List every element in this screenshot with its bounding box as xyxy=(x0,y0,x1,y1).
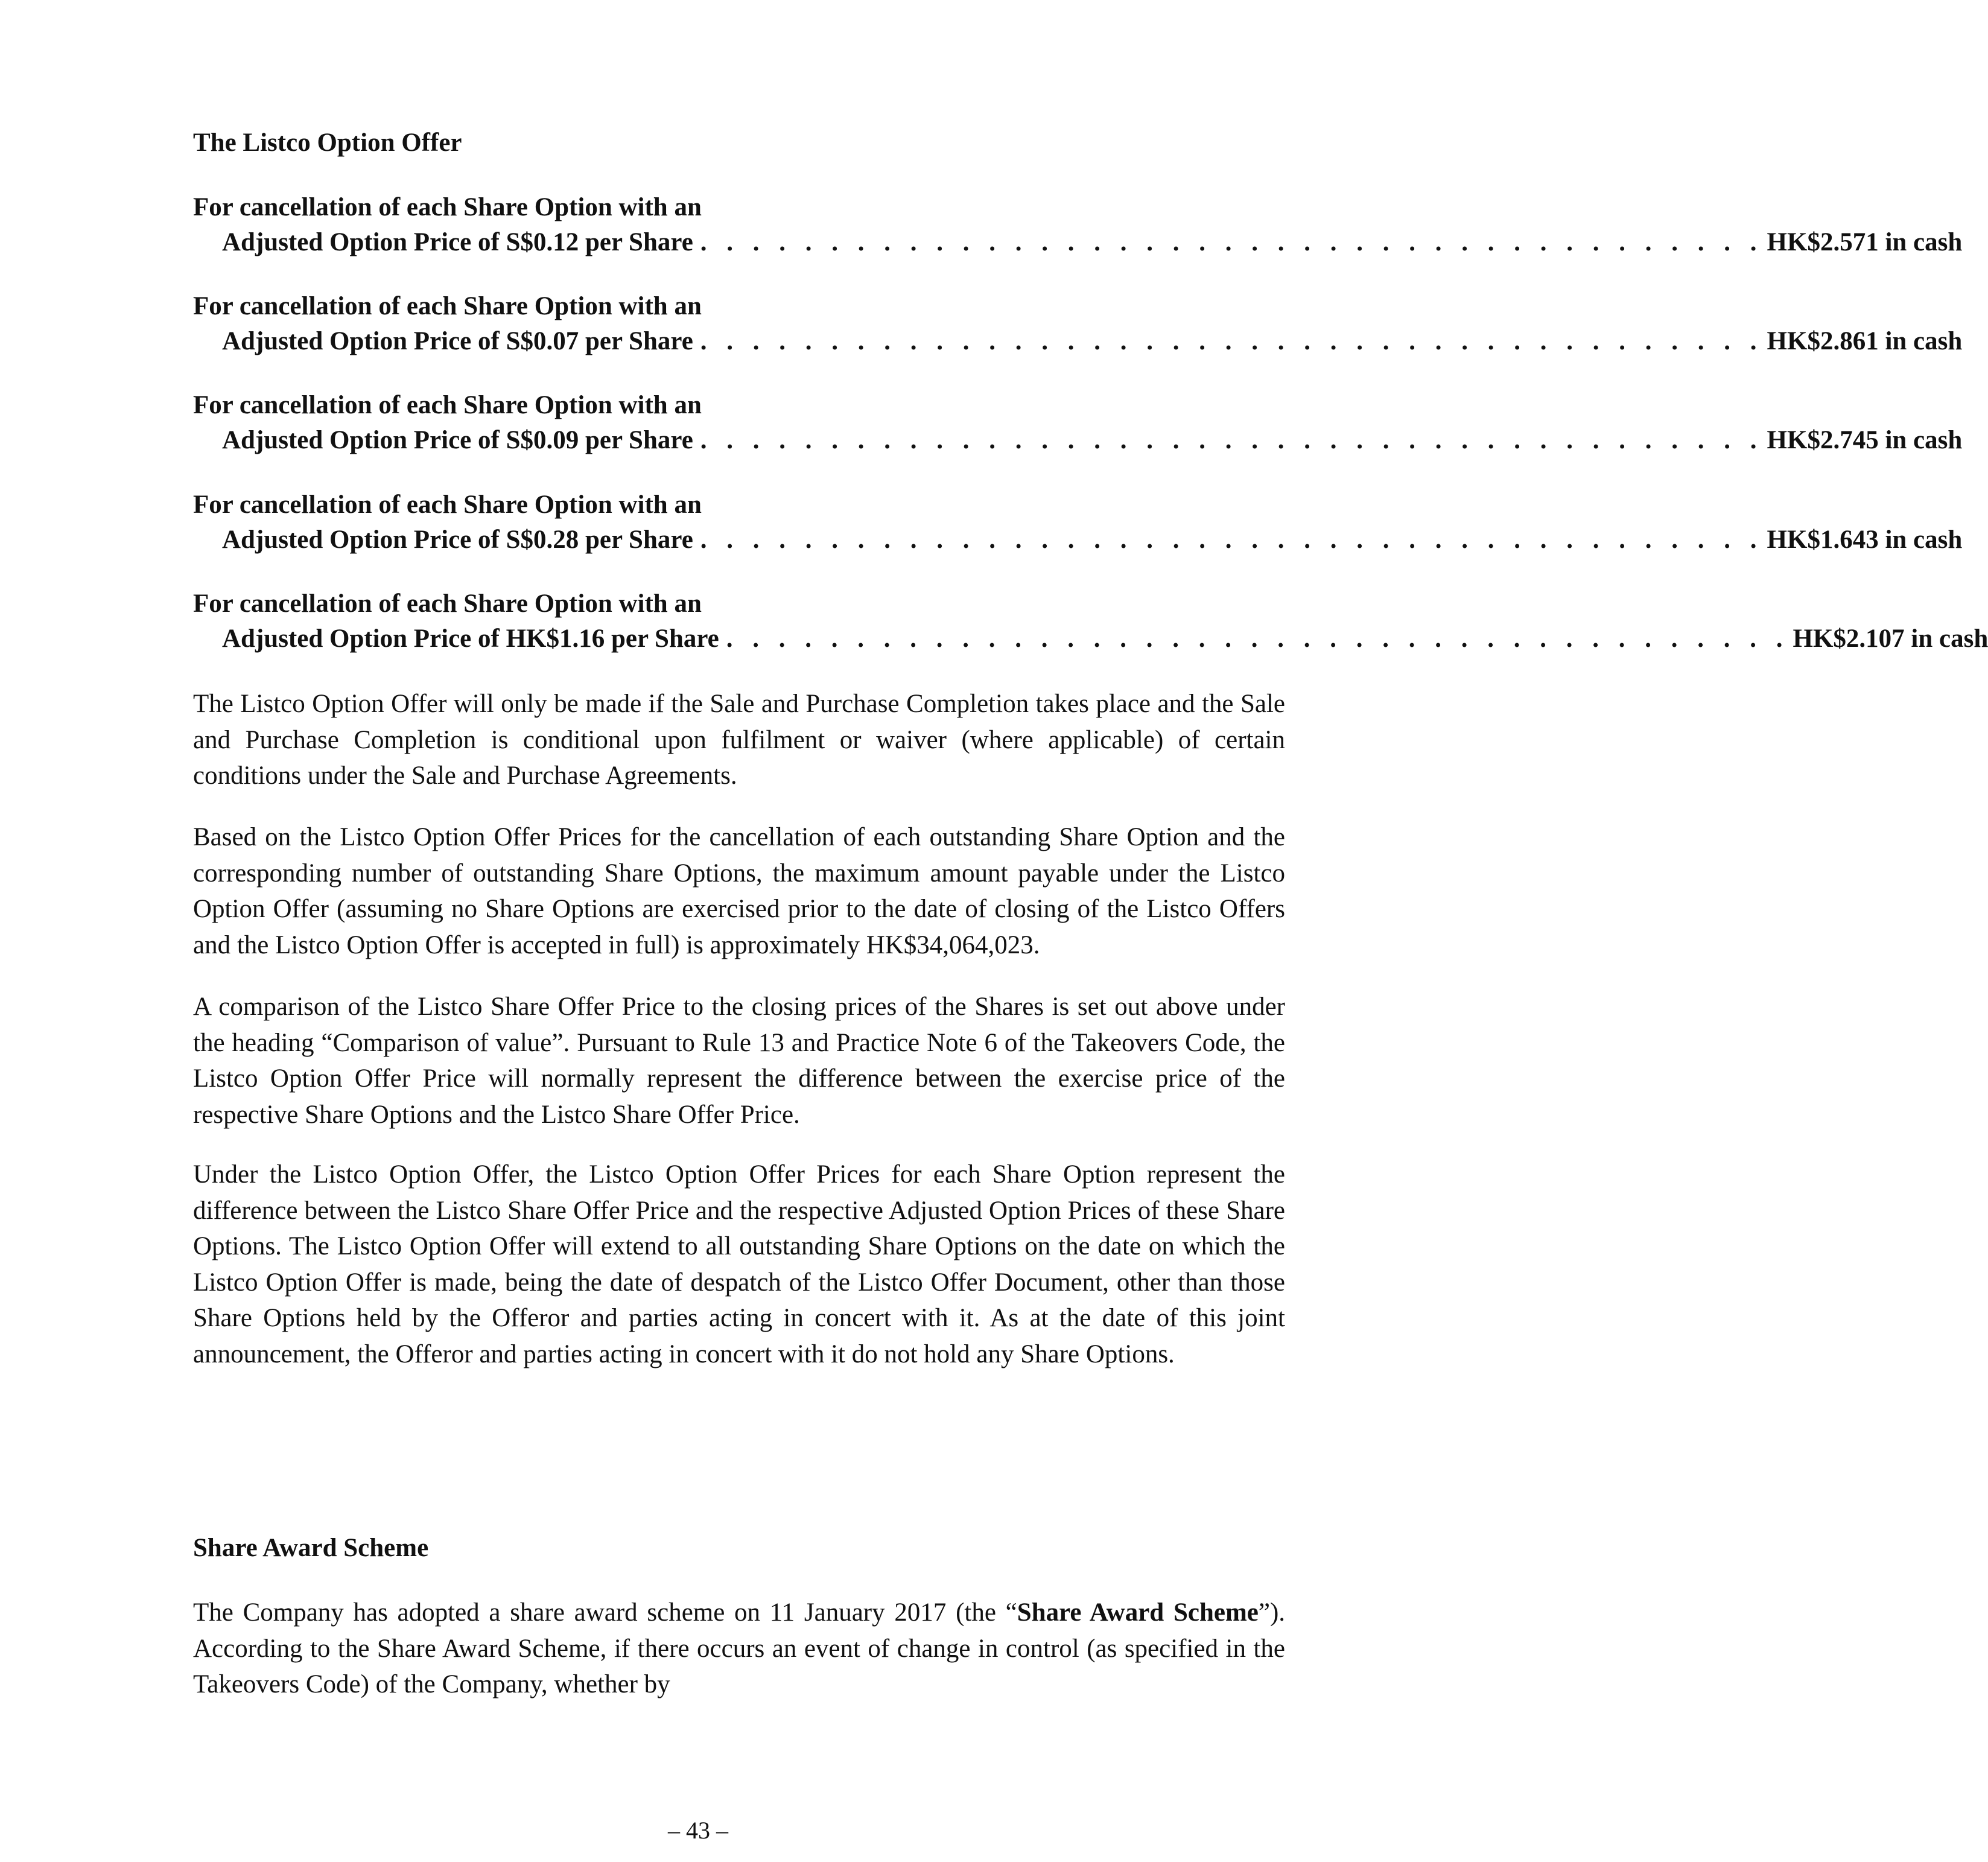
offer-value: HK$2.745 in cash xyxy=(1767,426,1963,454)
offer-line1: For cancellation of each Share Option with an xyxy=(193,589,702,618)
offer-label: Adjusted Option Price of HK$1.16 per Share xyxy=(222,624,719,653)
offer-line1: For cancellation of each Share Option with an xyxy=(193,391,702,419)
offer-line1: For cancellation of each Share Option with an xyxy=(193,292,702,320)
offer-item xyxy=(193,289,1963,359)
dot-leader: . . . . . . . . . . . . . . . . . . . . . . . . . . . . . . . . . . . . . . . . . xyxy=(700,526,1764,554)
offer-line2 xyxy=(193,423,1963,458)
share-award-paragraph xyxy=(193,1595,1285,1703)
body-paragraph: The Listco Option Offer will only be made if the Sale and Purchase Completion takes place and the Sale and Purchase Completion is conditional upon fulfilment or waiver (where applicable) of certain conditions under the Sale and Purchase Agreements. xyxy=(193,690,1285,790)
defined-term: Share Award Scheme xyxy=(1017,1598,1259,1627)
offer-value: HK$2.107 in cash xyxy=(1793,624,1988,653)
share-award-text: The Company has adopted a share award scheme on 11 January 2017 (the “ xyxy=(193,1598,1017,1627)
offer-line1: For cancellation of each Share Option with an xyxy=(193,193,702,221)
offer-value: HK$1.643 in cash xyxy=(1767,526,1963,554)
offer-item xyxy=(193,488,1963,558)
body-paragraph: Under the Listco Option Offer, the Listco Option Offer Prices for each Share Option represent the difference between the Listco Share Offer Price and the respective Adjusted Option Prices of these Share Options. The Listco Option Offer will extend to all outstanding Share Options on the date on which the Listco Option Offer is made, being the date of despatch of the Listco Offer Document, other than those Share Options held by the Offeror and parties acting in concert with it. As at the date of this joint announcement, the Offeror and parties acting in concert with it do not hold any Share Options. xyxy=(193,1160,1285,1368)
section-title: The Listco Option Offer xyxy=(193,129,462,157)
dot-leader: . . . . . . . . . . . . . . . . . . . . . . . . . . . . . . . . . . . . . . . . . xyxy=(700,426,1764,454)
share-award-text: ”). According to the Share Award Scheme, if there occurs an event of change in control (as specified in the Takeovers Code) of the Company, whether by xyxy=(193,1598,1286,1698)
body-paragraph: Based on the Listco Option Offer Prices for the cancellation of each outstanding Share Option and the corresponding number of outstanding Share Options, the maximum amount payable under the Listco Option Offer (assuming no Share Options are exercised prior to the date of closing of the Listco Offers and the Listco Option Offer is accepted in full) is approximately HK$34,064,023. xyxy=(193,823,1285,959)
offer-value: HK$2.861 in cash xyxy=(1767,327,1963,355)
offer-item xyxy=(193,586,1988,656)
offer-line2 xyxy=(193,225,1963,260)
body-paragraph: A comparison of the Listco Share Offer Price to the closing prices of the Shares is set out above under the heading “Comparison of value”. Pursuant to Rule 13 and Practice Note 6 of the Takeovers Code, the Listco Option Offer Price will normally represent the difference between the exercise price of the respective Share Options and the Listco Share Offer Price. xyxy=(193,993,1285,1129)
offer-line2 xyxy=(193,621,1988,656)
share-award-title: Share Award Scheme xyxy=(193,1534,429,1562)
offer-value: HK$2.571 in cash xyxy=(1767,228,1963,256)
offer-label: Adjusted Option Price of S$0.12 per Share xyxy=(222,228,693,256)
dot-leader: . . . . . . . . . . . . . . . . . . . . . . . . . . . . . . . . . . . . . . . . . xyxy=(700,228,1764,256)
offer-line2 xyxy=(193,523,1963,558)
offer-label: Adjusted Option Price of S$0.07 per Share xyxy=(222,327,693,355)
offer-item xyxy=(193,190,1963,260)
offer-item xyxy=(193,388,1963,458)
offer-line2 xyxy=(193,324,1963,359)
offer-label: Adjusted Option Price of S$0.28 per Share xyxy=(222,526,693,554)
offer-line1: For cancellation of each Share Option with an xyxy=(193,491,702,519)
page-number: – 43 – xyxy=(668,1817,728,1844)
offer-label: Adjusted Option Price of S$0.09 per Share xyxy=(222,426,693,454)
dot-leader: . . . . . . . . . . . . . . . . . . . . . . . . . . . . . . . . . . . . . . . . . xyxy=(726,624,1790,653)
dot-leader: . . . . . . . . . . . . . . . . . . . . . . . . . . . . . . . . . . . . . . . . . xyxy=(700,327,1764,355)
